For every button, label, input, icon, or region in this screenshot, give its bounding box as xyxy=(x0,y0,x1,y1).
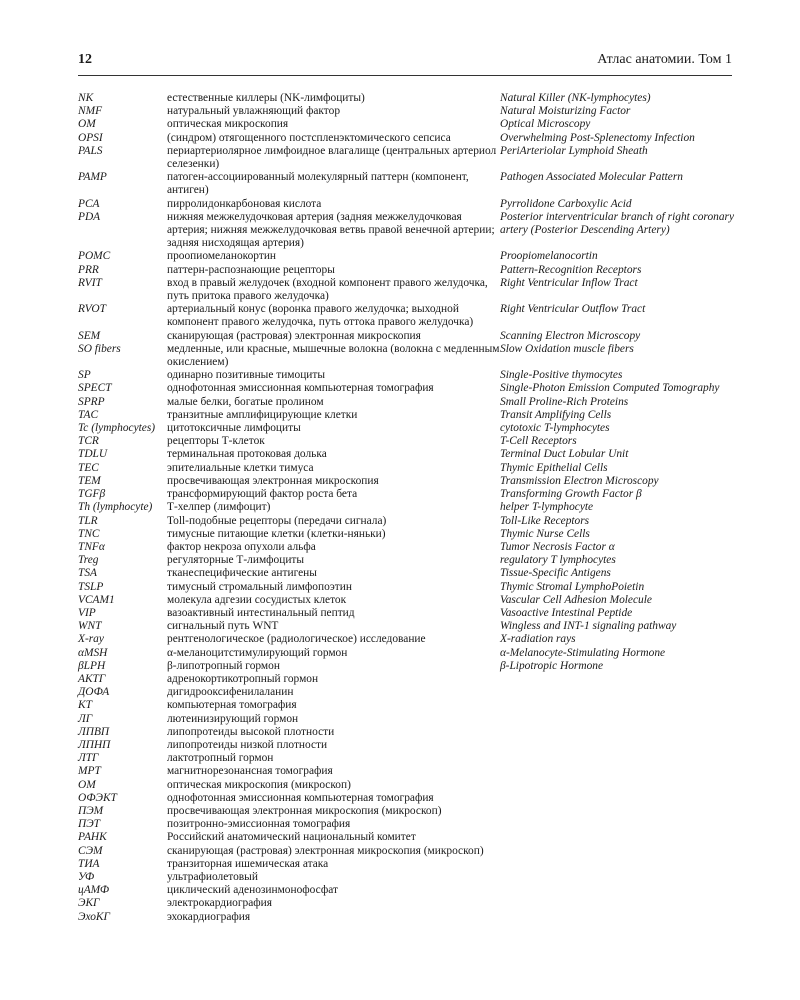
abbreviation-term: TGFβ xyxy=(78,488,106,501)
russian-definition: транзитные амплифицирующие клетки xyxy=(167,408,358,421)
russian-definition: молекула адгезии сосудистых клеток xyxy=(167,593,347,606)
abbreviation-row xyxy=(78,145,738,171)
russian-definition: лютеинизирующий гормон xyxy=(167,712,299,725)
abbreviation-row xyxy=(78,475,738,488)
english-definition: Natural Moisturizing Factor xyxy=(500,105,631,118)
russian-definition: (синдром) отягощенного постспленэктомического сепсиса xyxy=(167,131,451,144)
russian-definition: вход в правый желудочек (входной компонент правого желудочка, путь притока правого желудочка) xyxy=(167,276,488,303)
abbreviation-row xyxy=(78,845,738,858)
abbreviation-row xyxy=(78,831,738,844)
english-definition: Posterior interventricular branch of right coronary artery (Posterior Descending Artery) xyxy=(500,210,735,237)
abbreviation-term: ЭхоКГ xyxy=(78,910,110,923)
abbreviation-row xyxy=(78,752,738,765)
abbreviation-term: ОФЭКТ xyxy=(78,791,117,804)
abbreviation-term: TSA xyxy=(78,567,97,580)
abbreviation-row xyxy=(78,501,738,514)
english-definition: Right Ventricular Outflow Tract xyxy=(500,303,646,316)
english-definition: Proopiomelanocortin xyxy=(500,250,598,263)
english-definition: Single-Photon Emission Computed Tomography xyxy=(500,382,720,395)
english-definition: Toll-Like Receptors xyxy=(500,514,590,527)
running-title: Атлас анатомии. Том 1 xyxy=(597,52,732,67)
russian-definition: липопротеиды низкой плотности xyxy=(167,738,328,751)
abbreviation-row xyxy=(78,858,738,871)
abbreviation-term: TNFα xyxy=(78,540,105,553)
russian-definition: артериальный конус (воронка правого желудочка; выходной компонент правого желудочка, путь оттока правого желудочка) xyxy=(167,303,474,329)
english-definition: Right Ventricular Inflow Tract xyxy=(500,276,638,289)
russian-definition: Toll-подобные рецепторы (передачи сигнала) xyxy=(167,514,387,527)
russian-definition: адренокортикотропный гормон xyxy=(167,672,319,685)
english-definition: Single-Positive thymocytes xyxy=(500,369,623,382)
abbreviation-term: αMSH xyxy=(78,646,108,659)
russian-definition: сигнальный путь WNT xyxy=(167,620,279,633)
russian-definition: Российский анатомический национальный комитет xyxy=(167,831,416,844)
abbreviation-row xyxy=(78,554,738,567)
abbreviation-term: ПЭМ xyxy=(78,804,104,817)
russian-definition: β-липотропный гормон xyxy=(167,659,280,672)
abbreviation-row xyxy=(78,673,738,686)
abbreviation-term: Treg xyxy=(78,554,99,567)
russian-definition: оптическая микроскопия xyxy=(167,118,289,131)
english-definition: Transforming Growth Factor β xyxy=(500,488,642,501)
russian-definition: тимусные питающие клетки (клетки-няньки) xyxy=(167,527,386,540)
abbreviation-row xyxy=(78,779,738,792)
abbreviation-term: TNC xyxy=(78,527,100,540)
abbreviation-term: POMC xyxy=(78,250,111,263)
abbreviation-term: PDA xyxy=(78,210,101,223)
english-definition: Small Proline-Rich Proteins xyxy=(500,395,629,408)
abbreviation-term: NMF xyxy=(78,105,103,118)
abbreviation-row xyxy=(78,911,738,924)
russian-definition: одинарно позитивные тимоциты xyxy=(167,369,326,382)
abbreviation-row xyxy=(78,713,738,726)
abbreviation-row xyxy=(78,792,738,805)
abbreviation-row xyxy=(78,211,738,251)
abbreviation-term: SP xyxy=(78,369,91,382)
abbreviation-row xyxy=(78,818,738,831)
abbreviation-row xyxy=(78,277,738,303)
abbreviation-term: ЛТГ xyxy=(78,752,99,765)
russian-definition: магнитнорезонансная томография xyxy=(167,765,333,778)
abbreviation-row xyxy=(78,528,738,541)
abbreviation-term: СЭМ xyxy=(78,844,103,857)
abbreviation-term: цАМФ xyxy=(78,884,110,897)
page-header xyxy=(78,52,732,70)
abbreviation-term: RVIT xyxy=(78,276,102,289)
abbreviation-term: TEC xyxy=(78,461,99,474)
abbreviation-term: TDLU xyxy=(78,448,108,461)
english-definition: Vasoactive Intestinal Peptide xyxy=(500,606,633,619)
abbreviation-term: Tc (lymphocytes) xyxy=(78,422,156,435)
english-definition: cytotoxic T-lymphocytes xyxy=(500,422,610,435)
abbreviation-row xyxy=(78,264,738,277)
abbreviation-term: ЛГ xyxy=(78,712,93,725)
english-definition: Thymic Epithelial Cells xyxy=(500,461,608,474)
russian-definition: периартериолярное лимфоидное влагалище (центральных артериол селезенки) xyxy=(167,144,497,171)
abbreviation-term: ОМ xyxy=(78,778,96,791)
abbreviation-row xyxy=(78,805,738,818)
abbreviation-term: ПЭТ xyxy=(78,818,101,831)
abbreviation-row xyxy=(78,105,738,118)
english-definition: PeriArteriolar Lymphoid Sheath xyxy=(500,144,648,157)
abbreviation-row xyxy=(78,92,738,105)
english-definition: Pathogen Associated Molecular Pattern xyxy=(500,171,683,184)
abbreviation-row xyxy=(78,567,738,580)
abbreviation-term: КТ xyxy=(78,699,92,712)
abbreviation-row xyxy=(78,343,738,369)
russian-definition: малые белки, богатые пролином xyxy=(167,395,324,408)
russian-definition: трансформирующий фактор роста бета xyxy=(167,488,358,501)
english-definition: helper T-lymphocyte xyxy=(500,501,594,514)
abbreviation-term: SEM xyxy=(78,329,101,342)
english-definition: Thymic Nurse Cells xyxy=(500,527,590,540)
russian-definition: рентгенологическое (радиологическое) исследование xyxy=(167,633,426,646)
english-definition: Pyrrolidone Carboxylic Acid xyxy=(500,197,632,210)
russian-definition: просвечивающая электронная микроскопия (микроскоп) xyxy=(167,804,442,817)
english-definition: Vascular Cell Adhesion Molecule xyxy=(500,593,652,606)
russian-definition: эхокардиография xyxy=(167,910,251,923)
abbreviation-row xyxy=(78,448,738,461)
abbreviation-row xyxy=(78,581,738,594)
english-definition: Transit Amplifying Cells xyxy=(500,408,612,421)
abbreviation-row xyxy=(78,726,738,739)
abbreviation-term: SPRP xyxy=(78,395,105,408)
english-definition: Transmission Electron Microscopy xyxy=(500,474,659,487)
abbreviation-term: ЛПНП xyxy=(78,738,111,751)
russian-definition: патоген-ассоциированный молекулярный паттерн (компонент, антиген) xyxy=(167,171,469,197)
abbreviation-row xyxy=(78,422,738,435)
russian-definition: циклический аденозинмонофосфат xyxy=(167,884,338,897)
russian-definition: тканеспецифические антигены xyxy=(167,567,317,580)
russian-definition: медленные, или красные, мышечные волокна (волокна с медленным окислением) xyxy=(167,342,500,369)
russian-definition: тимусный стромальный лимфопоэтин xyxy=(167,580,352,593)
english-definition: T-Cell Receptors xyxy=(500,435,577,448)
abbreviation-term: PAMP xyxy=(78,171,107,184)
abbreviation-row xyxy=(78,250,738,263)
russian-definition: однофотонная эмиссионная компьютерная томография xyxy=(167,382,434,395)
abbreviation-term: АКТГ xyxy=(78,672,106,685)
abbreviation-term: TEM xyxy=(78,474,101,487)
russian-definition: паттерн-распознающие рецепторы xyxy=(167,263,335,276)
russian-definition: однофотонная эмиссионная компьютерная томография xyxy=(167,791,434,804)
abbreviation-row xyxy=(78,303,738,329)
abbreviation-term: NK xyxy=(78,92,94,104)
abbreviation-term: OPSI xyxy=(78,131,103,144)
russian-definition: проопиомеланокортин xyxy=(167,250,277,263)
english-definition: Terminal Duct Lobular Unit xyxy=(500,448,629,461)
abbreviation-row xyxy=(78,409,738,422)
abbreviation-row xyxy=(78,871,738,884)
russian-definition: натуральный увлажняющий фактор xyxy=(167,105,341,118)
english-definition: Tissue-Specific Antigens xyxy=(500,567,611,580)
abbreviation-term: TLR xyxy=(78,514,98,527)
russian-definition: лактотропный гормон xyxy=(167,752,274,765)
abbreviation-row xyxy=(78,488,738,501)
english-definition: α-Melanocyte-Stimulating Hormone xyxy=(500,646,666,659)
abbreviation-term: PRR xyxy=(78,263,99,276)
abbreviation-row xyxy=(78,171,738,197)
russian-definition: фактор некроза опухоли альфа xyxy=(167,540,316,553)
abbreviation-row xyxy=(78,382,738,395)
abbreviation-row xyxy=(78,330,738,343)
header-divider xyxy=(78,75,732,76)
abbreviation-term: TCR xyxy=(78,435,99,448)
english-definition: Scanning Electron Microscopy xyxy=(500,329,641,342)
abbreviation-row xyxy=(78,607,738,620)
russian-definition: сканирующая (растровая) электронная микроскопия xyxy=(167,329,421,342)
russian-definition: пирролидонкарбоновая кислота xyxy=(167,197,322,210)
abbreviation-term: SPECT xyxy=(78,382,112,395)
abbreviation-row xyxy=(78,699,738,712)
abbreviation-row xyxy=(78,541,738,554)
english-definition: Wingless and INT-1 signaling pathway xyxy=(500,620,677,633)
abbreviation-term: OM xyxy=(78,118,96,131)
abbreviation-term: VCAM1 xyxy=(78,593,115,606)
russian-definition: сканирующая (растровая) электронная микроскопия (микроскоп) xyxy=(167,844,484,857)
abbreviation-row xyxy=(78,765,738,778)
abbreviation-row xyxy=(78,118,738,131)
abbreviation-row xyxy=(78,462,738,475)
abbreviation-term: WNT xyxy=(78,620,102,633)
abbreviation-row xyxy=(78,132,738,145)
abbreviation-term: ЭКГ xyxy=(78,897,100,910)
abbreviation-term: МРТ xyxy=(78,765,101,778)
abbreviation-row xyxy=(78,739,738,752)
abbreviation-term: PALS xyxy=(78,144,103,157)
russian-definition: компьютерная томография xyxy=(167,699,297,712)
abbreviation-row xyxy=(78,620,738,633)
abbreviation-row xyxy=(78,633,738,646)
abbreviation-row xyxy=(78,594,738,607)
abbreviation-term: PCA xyxy=(78,197,100,210)
russian-definition: регуляторные Т-лимфоциты xyxy=(167,554,305,567)
abbreviation-row xyxy=(78,660,738,673)
abbreviation-row xyxy=(78,435,738,448)
russian-definition: дигидрооксифенилаланин xyxy=(167,686,294,699)
abbreviation-row xyxy=(78,396,738,409)
abbreviation-term: SO fibers xyxy=(78,342,121,355)
abbreviation-list xyxy=(78,92,738,924)
abbreviation-term: X-ray xyxy=(78,633,104,646)
english-definition: X-radiation rays xyxy=(500,633,576,646)
russian-definition: α-меланоцитстимулирующий гормон xyxy=(167,646,348,659)
abbreviation-term: βLPH xyxy=(78,659,106,672)
abbreviation-row xyxy=(78,369,738,382)
russian-definition: нижняя межжелудочковая артерия (задняя межжелудочковая артерия; нижняя межжелудочковая ветвь правой венечной артерии; задняя нисходящая артерия) xyxy=(167,210,495,250)
russian-definition: Т-хелпер (лимфоцит) xyxy=(167,501,271,514)
english-definition: Natural Killer (NK-lymphocytes) xyxy=(500,92,651,104)
abbreviation-term: ЛПВП xyxy=(78,725,110,738)
abbreviation-term: TSLP xyxy=(78,580,104,593)
russian-definition: терминальная протоковая долька xyxy=(167,448,327,461)
russian-definition: липопротеиды высокой плотности xyxy=(167,725,335,738)
abbreviation-term: TAC xyxy=(78,408,99,421)
russian-definition: цитотоксичные лимфоциты xyxy=(167,422,301,435)
english-definition: Slow Oxidation muscle fibers xyxy=(500,342,634,355)
abbreviation-term: RVOT xyxy=(78,303,106,316)
abbreviation-term: Th (lymphocyte) xyxy=(78,501,153,514)
abbreviation-row xyxy=(78,686,738,699)
english-definition: Thymic Stromal LymphoPoietin xyxy=(500,580,645,593)
russian-definition: вазоактивный интестинальный пептид xyxy=(167,606,355,619)
russian-definition: рецепторы Т-клеток xyxy=(167,435,265,448)
russian-definition: оптическая микроскопия (микроскоп) xyxy=(167,778,351,791)
english-definition: Optical Microscopy xyxy=(500,118,591,131)
english-definition: regulatory T lymphocytes xyxy=(500,554,616,567)
russian-definition: эпителиальные клетки тимуса xyxy=(167,461,314,474)
abbreviation-row xyxy=(78,647,738,660)
abbreviation-term: РАНК xyxy=(78,831,107,844)
english-definition: β-Lipotropic Hormone xyxy=(500,659,604,672)
abbreviation-term: VIP xyxy=(78,606,96,619)
russian-definition: естественные киллеры (NK-лимфоциты) xyxy=(167,92,365,104)
english-definition: Pattern-Recognition Receptors xyxy=(500,263,642,276)
abbreviation-row xyxy=(78,897,738,910)
russian-definition: просвечивающая электронная микроскопия xyxy=(167,474,379,487)
russian-definition: позитронно-эмиссионная томография xyxy=(167,818,351,831)
english-definition: Tumor Necrosis Factor α xyxy=(500,540,615,553)
english-definition: Overwhelming Post-Splenectomy Infection xyxy=(500,131,695,144)
abbreviation-row xyxy=(78,198,738,211)
abbreviation-row xyxy=(78,515,738,528)
abbreviation-term: УФ xyxy=(78,870,95,883)
russian-definition: ультрафиолетовый xyxy=(167,870,258,883)
russian-definition: транзиторная ишемическая атака xyxy=(167,857,329,870)
russian-definition: электрокардиография xyxy=(167,897,273,910)
page-number: 12 xyxy=(78,52,92,67)
abbreviation-row xyxy=(78,884,738,897)
abbreviation-term: ТИА xyxy=(78,857,100,870)
abbreviation-term: ДОФА xyxy=(78,686,110,699)
